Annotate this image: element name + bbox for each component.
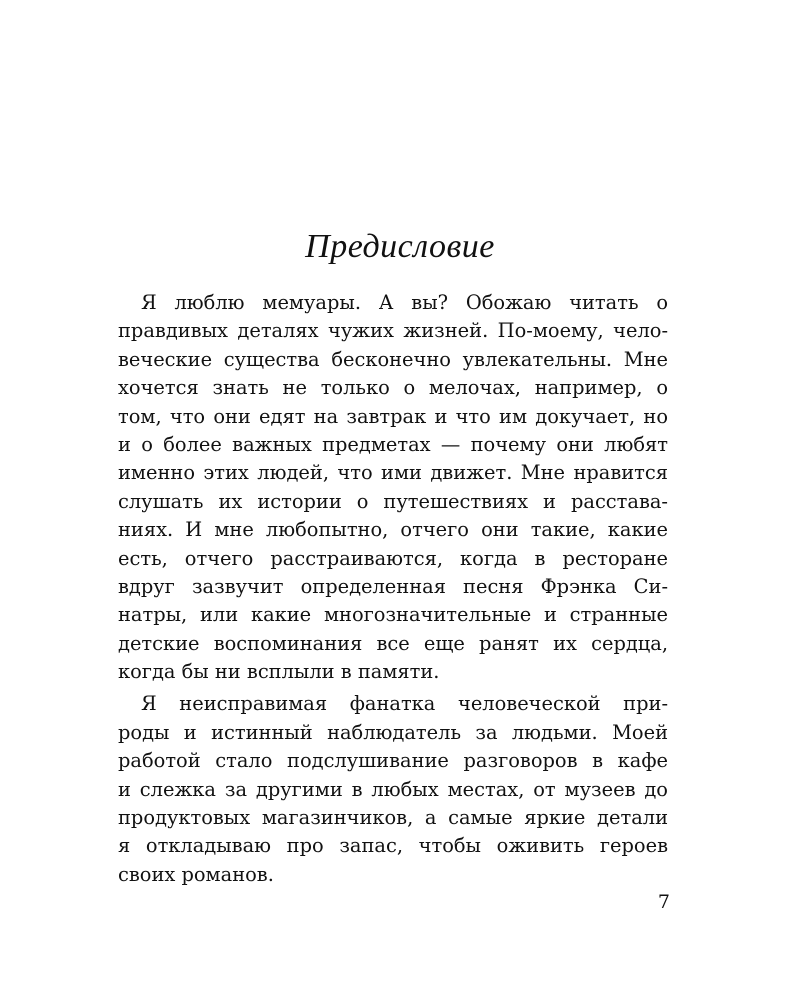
text-line: слушать их истории о путешествиях и расстава- [118, 489, 668, 513]
text-line: роды и истинный наблюдатель за людьми. Моей [118, 720, 668, 744]
text-line: Я неисправимая фанатка человеческой при- [141, 692, 668, 716]
text-line: я откладываю про запас, чтобы оживить героев [118, 834, 668, 858]
text-line: детские воспоминания все еще ранят их сердца, [118, 631, 668, 655]
text-line: хочется знать не только о мелочах, например, о [118, 376, 668, 400]
page-number: 7 [657, 891, 670, 913]
paragraph-2 [118, 690, 668, 889]
text-line: том, что они едят на завтрак и что им докучает, но [118, 404, 668, 428]
text-line: вдруг зазвучит определенная песня Фрэнка Си- [118, 574, 668, 598]
text-line: продуктовых магазинчиков, а самые яркие детали [118, 806, 668, 830]
text-line: Я люблю мемуары. А вы? Обожаю читать о [141, 291, 668, 314]
text-line: работой стало подслушивание разговоров в кафе [118, 749, 668, 773]
text-line: когда бы ни всплыли в памяти. [118, 660, 440, 684]
body-text [118, 289, 668, 889]
text-line: своих романов. [118, 862, 274, 886]
text-line: веческие существа бесконечно увлекательны. Мне [118, 347, 668, 371]
text-line: правдивых деталях чужих жизней. По-моему, чело- [118, 319, 668, 343]
text-line: есть, отчего расстраиваются, когда в ресторане [118, 546, 668, 570]
paragraph-1 [118, 289, 668, 686]
text-line: и слежка за другими в любых местах, от музеев до [118, 777, 668, 801]
text-line: именно этих людей, что ими движет. Мне нравится [118, 461, 668, 485]
text-line: ниях. И мне любопытно, отчего они такие, какие [118, 518, 668, 542]
text-line: и о более важных предметах — почему они любят [118, 432, 668, 456]
text-line: натры, или какие многозначительные и странные [118, 603, 668, 627]
page-title: Предисловие [305, 228, 495, 265]
